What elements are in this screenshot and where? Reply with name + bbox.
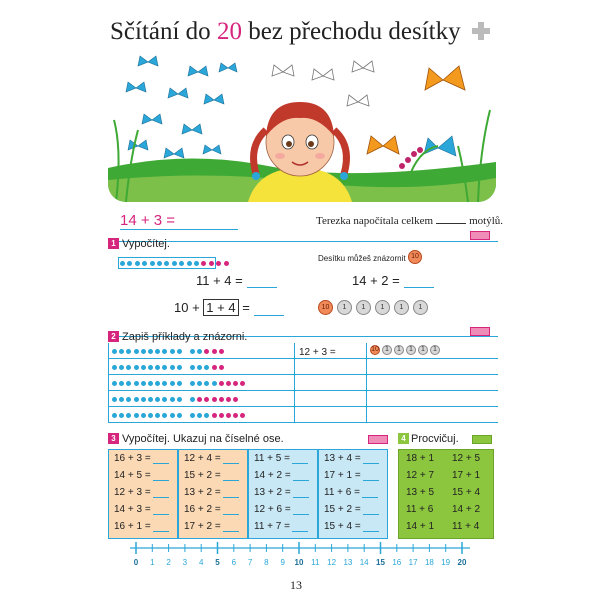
dot [190, 365, 195, 370]
one-coin-icon: 1 [430, 345, 440, 355]
equation-2: 10 + 1 + 4 = [174, 299, 284, 316]
dot [177, 397, 182, 402]
dot [177, 349, 182, 354]
dot [190, 413, 195, 418]
number-line-label: 2 [166, 558, 171, 567]
counting-dot [216, 261, 221, 266]
exercise-cell: 16 + 1 = [114, 521, 169, 532]
one-coin-icon: 1 [413, 300, 428, 315]
intro-answer-line [120, 229, 238, 230]
dot [134, 349, 139, 354]
number-line-label: 16 [392, 558, 402, 567]
exercise-cell: 15 + 4 = [324, 521, 379, 532]
ten-coin-icon: 10 [318, 300, 333, 315]
ten-coin-icon: 10 [371, 346, 379, 353]
exercise-cell: 17 + 1 = [324, 470, 379, 481]
dot [148, 397, 153, 402]
exercise-cell: 12 + 3 = [114, 487, 169, 498]
hint-text: Desítku můžeš znázornit [318, 254, 406, 263]
section-tag [470, 327, 490, 336]
dot [134, 365, 139, 370]
dot [112, 349, 117, 354]
section-4-number: 4 [398, 433, 409, 444]
counting-dot [135, 261, 140, 266]
number-line-label: 13 [343, 558, 353, 567]
section-2-number: 2 [108, 331, 119, 342]
dot [148, 365, 153, 370]
dot [190, 381, 195, 386]
section-3-title: Vypočítej. Ukazuj na číselné ose. [122, 433, 284, 445]
dot [170, 397, 175, 402]
number-line-label: 1 [150, 558, 155, 567]
section-2-title: Zapiš příklady a znázorni. [122, 331, 248, 343]
number-line-label: 11 [311, 558, 320, 567]
dot [112, 413, 117, 418]
dot [134, 413, 139, 418]
exercise-cell: 17 + 2 = [184, 521, 239, 532]
equation-3: 14 + 2 = [352, 273, 434, 288]
dot [219, 349, 224, 354]
ten-coin-icon: 10 [408, 250, 422, 264]
number-line-label: 18 [424, 558, 434, 567]
dot [141, 349, 146, 354]
number-line-label: 19 [441, 558, 451, 567]
one-coin-icon: 1 [394, 300, 409, 315]
exercise-cell: 11 + 7 = [254, 521, 308, 532]
number-line-label: 5 [215, 558, 220, 567]
practice-cell: 11 + 6 [406, 504, 434, 515]
exercise-cell: 12 + 6 = [254, 504, 309, 515]
number-line-label: 9 [280, 558, 285, 567]
counting-dot [187, 261, 192, 266]
intro-question: Terezka napočítala celkem motýlů. [316, 215, 504, 227]
number-line-label: 14 [359, 558, 369, 567]
one-coin-icon: 1 [418, 345, 428, 355]
exercise-cell: 16 + 2 = [184, 504, 239, 515]
counting-dot [209, 261, 214, 266]
dot [219, 413, 224, 418]
dot [219, 381, 224, 386]
exercise-cell: 14 + 5 = [114, 470, 169, 481]
section-3-number: 3 [108, 433, 119, 444]
counting-dot [194, 261, 199, 266]
number-line-label: 8 [264, 558, 269, 567]
section-tag [472, 435, 492, 444]
practice-cell: 13 + 5 [406, 487, 435, 498]
exercise-cell: 14 + 3 = [114, 504, 169, 515]
exercise-cell: 14 + 2 = [254, 470, 309, 481]
counting-dot [120, 261, 125, 266]
practice-cell: 18 + 1 [406, 453, 435, 464]
counting-dot [224, 261, 229, 266]
number-line-label: 7 [247, 558, 253, 567]
number-line-label: 17 [408, 558, 418, 567]
dot [141, 413, 146, 418]
dot [148, 381, 153, 386]
one-coin-icon: 1 [337, 300, 352, 315]
number-line-label: 15 [376, 558, 385, 567]
number-line-label: 10 [294, 558, 304, 567]
page-title: Sčítání do 20 bez přechodu desítky [110, 18, 461, 45]
dot [212, 381, 217, 386]
dot [148, 413, 153, 418]
intro-equation: 14 + 3 = [120, 212, 176, 229]
dot [226, 413, 231, 418]
dot [226, 381, 231, 386]
practice-cell: 14 + 1 [406, 521, 435, 532]
page-number: 13 [290, 578, 302, 592]
section-1-title: Vypočítej. [122, 238, 170, 250]
practice-cell: 15 + 4 [452, 487, 481, 498]
practice-cell: 12 + 5 [452, 453, 481, 464]
number-line-label: 12 [327, 558, 337, 567]
section-tag [368, 435, 388, 444]
plus-icon [470, 20, 492, 42]
dot [134, 381, 139, 386]
dot [170, 413, 175, 418]
section-tag [470, 231, 490, 240]
dot [170, 381, 175, 386]
number-line [130, 540, 475, 570]
dot [219, 397, 224, 402]
practice-cell: 11 + 4 [452, 521, 480, 532]
exercise-cell: 16 + 3 = [114, 453, 169, 464]
number-line-label: 4 [198, 558, 204, 567]
dot [112, 381, 117, 386]
practice-cell: 14 + 2 [452, 504, 481, 515]
dot [141, 381, 146, 386]
dot [170, 365, 175, 370]
dot [190, 349, 195, 354]
example-equation: 12 + 3 = [299, 347, 336, 358]
practice-cell: 12 + 7 [406, 470, 435, 481]
dot [112, 365, 117, 370]
dot [219, 365, 224, 370]
counting-dot [157, 261, 162, 266]
dot [134, 397, 139, 402]
practice-cell: 17 + 1 [452, 470, 481, 481]
exercise-cell: 13 + 4 = [324, 453, 379, 464]
counting-dot [150, 261, 155, 266]
dot [212, 397, 217, 402]
section-4-title: Procvičuj. [411, 433, 459, 445]
number-line-label: 0 [133, 558, 139, 567]
dot [148, 349, 153, 354]
dot [112, 397, 117, 402]
dot [212, 349, 217, 354]
dot [177, 365, 182, 370]
equation-1: 11 + 4 = [196, 273, 277, 288]
one-coin-icon: 1 [356, 300, 371, 315]
exercise-cell: 15 + 2 = [184, 470, 239, 481]
dot [212, 413, 217, 418]
number-line-label: 20 [457, 558, 467, 567]
dot [170, 349, 175, 354]
dot [141, 365, 146, 370]
exercise-cell: 15 + 2 = [324, 504, 379, 515]
one-coin-icon: 1 [382, 345, 392, 355]
number-line-label: 6 [231, 558, 237, 567]
dot [141, 397, 146, 402]
exercise-cell: 13 + 2 = [184, 487, 239, 498]
number-line-label: 3 [182, 558, 188, 567]
exercise-cell: 12 + 4 = [184, 453, 239, 464]
exercise-cell: 11 + 5 = [254, 453, 308, 464]
one-coin-icon: 1 [375, 300, 390, 315]
dot [190, 397, 195, 402]
dot [177, 413, 182, 418]
section-1-number: 1 [108, 238, 119, 249]
dot [226, 397, 231, 402]
exercise-cell: 11 + 6 = [324, 487, 378, 498]
exercise-cell: 13 + 2 = [254, 487, 309, 498]
counting-dot [172, 261, 177, 266]
girl-butterflies-illustration [108, 50, 496, 202]
dot [212, 365, 217, 370]
one-coin-icon: 1 [394, 345, 404, 355]
dot [177, 381, 182, 386]
one-coin-icon: 1 [406, 345, 416, 355]
